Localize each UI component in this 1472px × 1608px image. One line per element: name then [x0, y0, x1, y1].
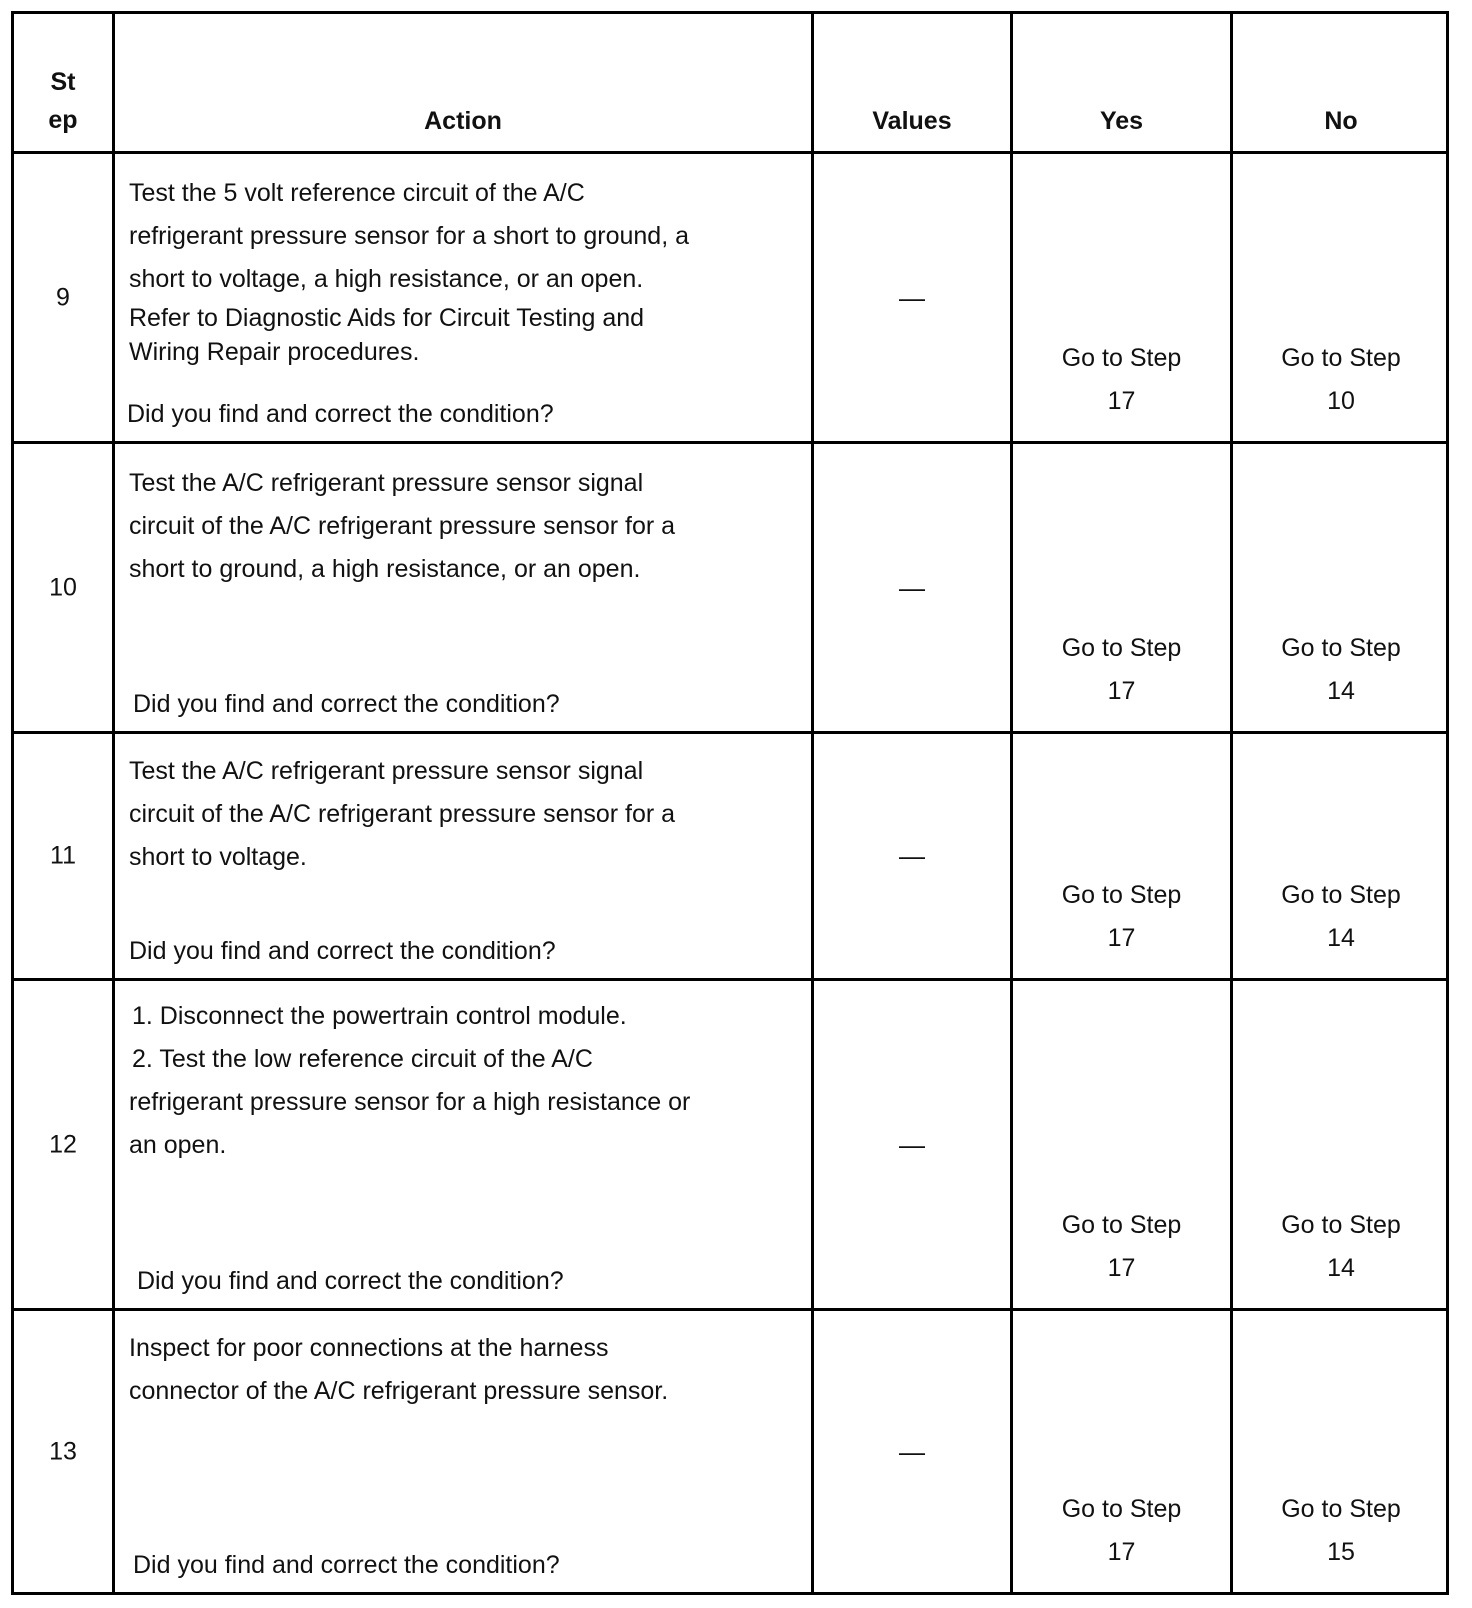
action-line: connector of the A/C refrigerant pressure sensor. [129, 1377, 669, 1405]
step-number: 9 [56, 283, 70, 311]
value-dash: — [899, 840, 925, 871]
action-line: refrigerant pressure sensor for a high resistance or [129, 1088, 691, 1116]
no-goto [1233, 1488, 1449, 1574]
yes-goto-label: Go to Step [1061, 1495, 1182, 1523]
action-cell [115, 444, 814, 731]
no-goto-step: 14 [1327, 677, 1355, 705]
values-cell [814, 981, 1013, 1308]
yes-goto [1013, 1488, 1230, 1574]
step-cell [14, 734, 115, 978]
values-cell [814, 444, 1013, 731]
yes-cell [1013, 444, 1233, 731]
yes-goto [1013, 337, 1230, 423]
table-row [14, 734, 1446, 981]
yes-cell [1013, 981, 1233, 1308]
table-row [14, 981, 1446, 1311]
action-line: short to ground, a high resistance, or an open. [129, 555, 641, 583]
header-step-line2: ep [48, 106, 78, 134]
header-step [14, 63, 112, 139]
action-line: Test the 5 volt reference circuit of the A/C [129, 179, 585, 207]
value-dash: — [899, 1436, 925, 1466]
header-action-cell [115, 14, 814, 151]
no-goto [1233, 874, 1449, 960]
header-step-line1: St [50, 68, 76, 96]
values-cell [814, 154, 1013, 441]
table-row [14, 444, 1446, 734]
action-line: Test the A/C refrigerant pressure sensor signal [129, 757, 644, 785]
no-cell [1233, 1311, 1449, 1592]
action-text [129, 1327, 791, 1413]
action-line: an open. [129, 1131, 227, 1159]
yes-goto-step: 17 [1107, 1254, 1136, 1282]
yes-goto-label: Go to Step [1061, 344, 1182, 372]
action-text [129, 750, 791, 879]
diagnostic-table [11, 11, 1449, 1595]
no-goto-step: 14 [1327, 924, 1355, 952]
value-dash: — [899, 1129, 925, 1159]
action-line: Test the A/C refrigerant pressure sensor signal [129, 469, 644, 497]
no-cell [1233, 444, 1449, 731]
no-goto-label: Go to Step [1281, 1495, 1401, 1523]
yes-goto [1013, 627, 1230, 713]
header-action: Action [424, 107, 502, 135]
step-number: 13 [49, 1437, 77, 1465]
no-cell [1233, 981, 1449, 1308]
header-yes: Yes [1099, 107, 1144, 135]
no-goto [1233, 337, 1449, 423]
header-no-cell [1233, 14, 1449, 151]
value-dash: — [899, 282, 925, 312]
no-goto [1233, 1204, 1449, 1290]
table-row [14, 1311, 1446, 1592]
yes-cell [1013, 734, 1233, 978]
no-goto-step: 14 [1327, 1254, 1355, 1282]
action-line: short to voltage. [129, 843, 307, 871]
action-line: Wiring Repair procedures. [129, 338, 420, 366]
yes-goto-label: Go to Step [1061, 881, 1182, 909]
action-line: circuit of the A/C refrigerant pressure sensor for a [129, 512, 676, 540]
step-cell [14, 1311, 115, 1592]
table-header-row [14, 14, 1446, 154]
header-no: No [1324, 107, 1358, 135]
header-step-cell [14, 14, 115, 151]
action-text [129, 462, 791, 591]
action-question: Did you find and correct the condition? [129, 937, 556, 965]
yes-goto-step: 17 [1107, 1538, 1136, 1566]
step-cell [14, 444, 115, 731]
action-cell [115, 981, 814, 1308]
yes-goto [1013, 874, 1230, 960]
header-yes-cell [1013, 14, 1233, 151]
action-question: Did you find and correct the condition? [127, 400, 554, 428]
yes-goto-label: Go to Step [1061, 634, 1182, 662]
action-line: Inspect for poor connections at the harness [129, 1334, 609, 1362]
step-number: 12 [49, 1130, 77, 1158]
no-cell [1233, 734, 1449, 978]
no-cell [1233, 154, 1449, 441]
action-text [129, 995, 791, 1167]
yes-goto-step: 17 [1107, 387, 1136, 415]
action-line: refrigerant pressure sensor for a short to ground, a [129, 222, 690, 250]
step-cell [14, 981, 115, 1308]
yes-goto-step: 17 [1107, 677, 1136, 705]
header-values-cell [814, 14, 1013, 151]
yes-cell [1013, 154, 1233, 441]
no-goto-step: 15 [1327, 1538, 1355, 1566]
values-cell [814, 734, 1013, 978]
no-goto-label: Go to Step [1281, 1211, 1401, 1239]
no-goto-label: Go to Step [1281, 634, 1401, 662]
action-line: Refer to Diagnostic Aids for Circuit Testing and [129, 304, 645, 332]
yes-cell [1013, 1311, 1233, 1592]
action-text [129, 172, 791, 369]
action-question: Did you find and correct the condition? [137, 1267, 564, 1295]
action-line: short to voltage, a high resistance, or an open. [129, 265, 644, 293]
step-cell [14, 154, 115, 441]
action-cell [115, 1311, 814, 1592]
step-number: 11 [50, 841, 76, 870]
action-question: Did you find and correct the condition? [133, 690, 560, 718]
yes-goto-step: 17 [1107, 924, 1136, 952]
action-cell [115, 734, 814, 978]
no-goto-label: Go to Step [1281, 344, 1401, 372]
action-question: Did you find and correct the condition? [133, 1551, 560, 1579]
values-cell [814, 1311, 1013, 1592]
table-row [14, 154, 1446, 444]
header-values: Values [872, 107, 952, 135]
action-cell [115, 154, 814, 441]
action-line: circuit of the A/C refrigerant pressure sensor for a [129, 800, 676, 828]
value-dash: — [899, 572, 925, 602]
yes-goto-label: Go to Step [1061, 1211, 1182, 1239]
no-goto [1233, 627, 1449, 713]
yes-goto [1013, 1204, 1230, 1290]
action-line: 2. Test the low reference circuit of the A/C [132, 1045, 593, 1073]
no-goto-label: Go to Step [1281, 881, 1401, 909]
action-line: 1. Disconnect the powertrain control module. [132, 1002, 627, 1030]
step-number: 10 [49, 573, 77, 601]
no-goto-step: 10 [1327, 387, 1355, 415]
